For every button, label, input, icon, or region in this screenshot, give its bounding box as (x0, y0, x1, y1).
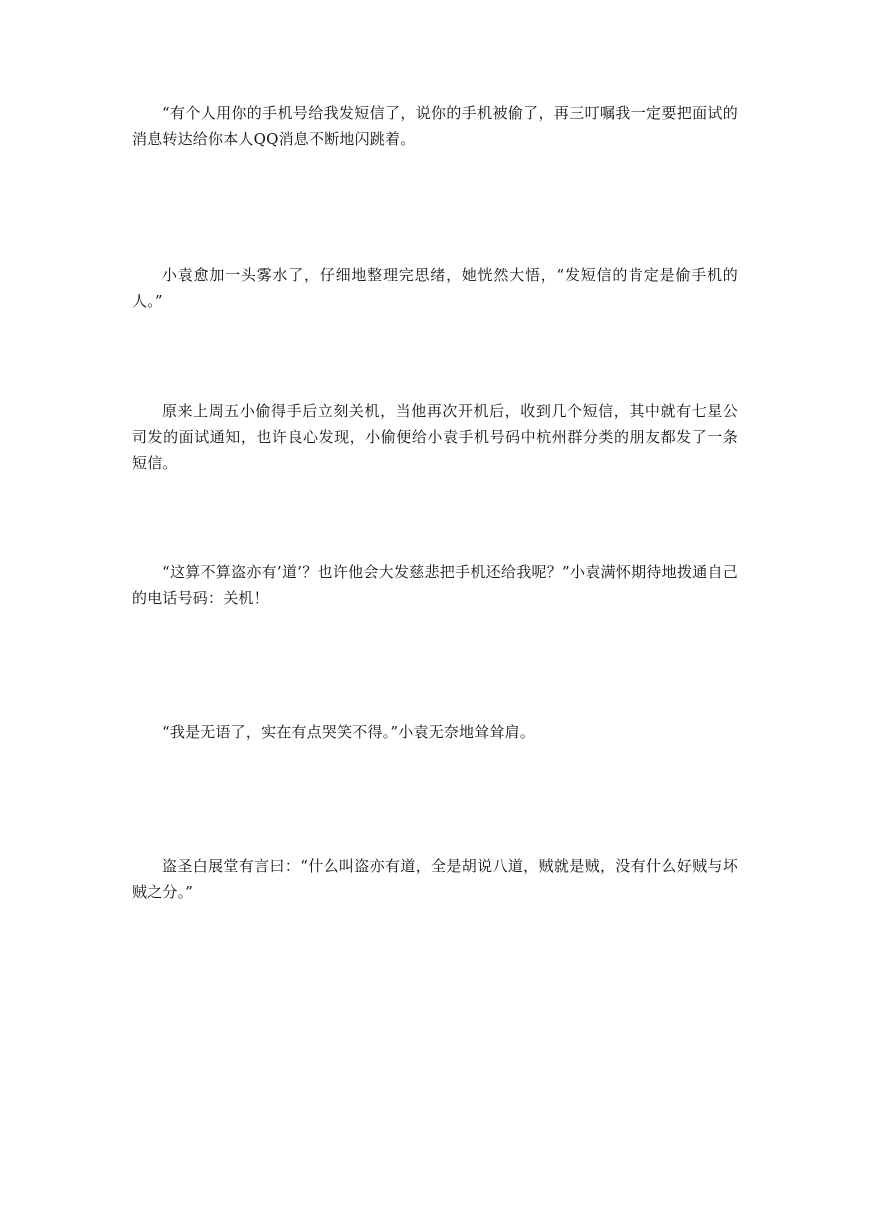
paragraph-6: 盗圣白展堂有言曰：“什么叫盗亦有道，全是胡说八道，贼就是贼，没有什么好贼与坏贼之分。” (132, 857, 738, 901)
paragraph-5: “我是无语了，实在有点哭笑不得。”小袁无奈地耸耸肩。 (162, 723, 536, 741)
paragraph-1: “有个人用你的手机号给我发短信了，说你的手机被偷了，再三叮嘱我一定要把面试的消息转达给你本人QQ消息不断地闪跳着。 (132, 104, 738, 148)
paragraph-4: “这算不算盗亦有’道’？也许他会大发慈悲把手机还给我呢？”小袁满怀期待地拨通自己的电话号码：关机！ (132, 563, 738, 607)
paragraph-2: 小袁愈加一头雾水了，仔细地整理完思绪，她恍然大悟，“发短信的肯定是偷手机的人。” (132, 266, 738, 310)
paragraph-3: 原来上周五小偷得手后立刻关机，当他再次开机后，收到几个短信，其中就有七星公司发的面试通知，也许良心发现，小偷便给小袁手机号码中杭州群分类的朋友都发了一条短信。 (132, 402, 738, 472)
